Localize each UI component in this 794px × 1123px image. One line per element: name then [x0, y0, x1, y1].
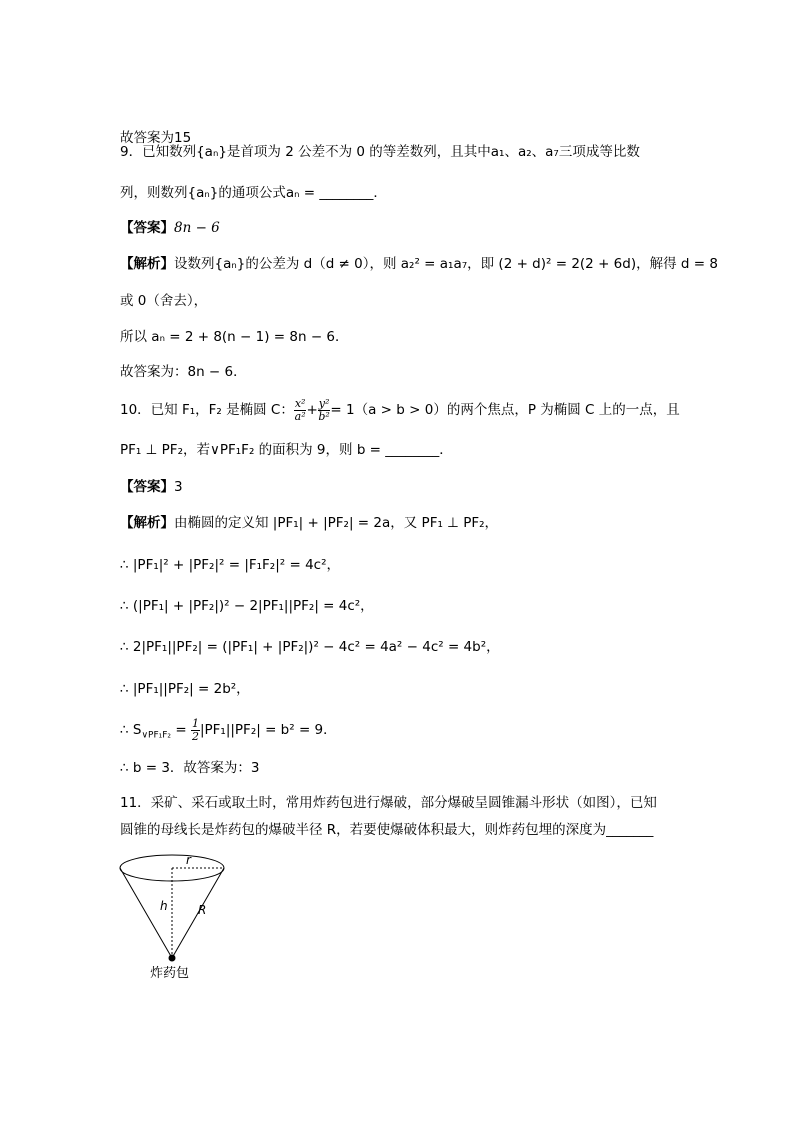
label-h: h	[160, 899, 168, 913]
answer-value: 3	[174, 479, 183, 495]
cone-figure	[112, 848, 242, 983]
analysis-10-line-1	[120, 513, 498, 533]
area-subscript: ∨PF₁F₂	[141, 730, 172, 741]
answer-line-8: 故答案为15	[120, 130, 192, 146]
question-10-line-2: PF₁ ⊥ PF₂，若∨PF₁F₂ 的面积为 9，则 b = ________．	[120, 442, 453, 458]
plus-sign: +	[306, 402, 318, 418]
analysis-tag: 【解析】	[120, 256, 174, 272]
fraction-numerator: y²	[318, 396, 330, 410]
q10-prefix: 10．已知 F₁，F₂ 是椭圆 C：	[120, 402, 294, 418]
fraction-x2-a2	[294, 398, 307, 423]
question-10-line-1	[120, 396, 680, 424]
fraction-numerator: x²	[294, 396, 306, 410]
analysis-9-line-2: 或 0（舍去），	[120, 293, 208, 309]
analysis-9-line-3: 所以 aₙ = 2 + 8(n − 1) = 8n − 6．	[120, 329, 349, 345]
analysis-text: 由椭圆的定义知 |PF₁| + |PF₂| = 2a，又 PF₁ ⊥ PF₂，	[174, 515, 499, 531]
analysis-10-line-3: ∴ (|PF₁| + |PF₂|)² − 2|PF₁||PF₂| = 4c²，	[120, 598, 374, 614]
label-R: R	[198, 903, 207, 917]
analysis-10-conclusion: ∴ b = 3．故答案为：3	[120, 760, 260, 776]
analysis-10-line-4: ∴ 2|PF₁||PF₂| = (|PF₁| + |PF₂|)² − 4c² = 4a² − 4c² = 4b²，	[120, 639, 500, 655]
area-symbol: ∴ S	[120, 722, 142, 738]
fraction-denominator: 2	[191, 729, 199, 743]
analysis-text: 设数列{aₙ}的公差为 d（d ≠ 0），则 a₂² = a₁a₇，即 (2 + d)² = 2(2 + 6d)，解得 d = 8	[174, 256, 718, 272]
fraction-numerator: 1	[191, 716, 199, 730]
analysis-tag: 【解析】	[120, 515, 174, 531]
fraction-denominator: a²	[294, 409, 306, 423]
analysis-10-line-5: ∴ |PF₁||PF₂| = 2b²，	[120, 681, 250, 697]
figure-caption: 炸药包	[150, 966, 190, 981]
answer-tag: 【答案】	[120, 479, 174, 495]
answer-9	[120, 218, 220, 238]
analysis-9-line-4: 故答案为：8n − 6．	[120, 364, 247, 380]
explosive-dot	[169, 955, 176, 962]
analysis-10-line-6	[120, 716, 337, 750]
question-9-line-2: 列，则数列{aₙ}的通项公式aₙ = ________．	[120, 185, 387, 201]
answer-tag: 【答案】	[120, 220, 174, 236]
analysis-10-line-2: ∴ |PF₁|² + |PF₂|² = |F₁F₂|² = 4c²，	[120, 557, 341, 573]
analysis-9-line-1	[120, 254, 718, 274]
q10-suffix: = 1（a > b > 0）的两个焦点，P 为椭圆 C 上的一点，且	[330, 402, 680, 418]
fraction-denominator: b²	[318, 409, 330, 423]
equals-sign: =	[171, 722, 191, 738]
fraction-one-half	[191, 718, 200, 743]
question-11-line-2: 圆锥的母线长是炸药包的爆破半径 R，若要使爆破体积最大，则炸药包埋的深度为_______	[120, 822, 654, 838]
cone-left-edge	[120, 868, 172, 958]
fraction-y2-b2	[318, 398, 331, 423]
answer-value: 8n − 6	[174, 220, 220, 236]
area-rest: |PF₁||PF₂| = b² = 9．	[199, 722, 337, 738]
question-11-line-1: 11．采矿、采石或取土时，常用炸药包进行爆破，部分爆破呈圆锥漏斗形状（如图），已知	[120, 795, 657, 811]
question-9-line-1: 9．已知数列{aₙ}是首项为 2 公差不为 0 的等差数列，且其中a₁、a₂、a₇三项成等比数	[120, 144, 640, 160]
answer-10	[120, 477, 183, 497]
label-r: r	[186, 853, 191, 867]
